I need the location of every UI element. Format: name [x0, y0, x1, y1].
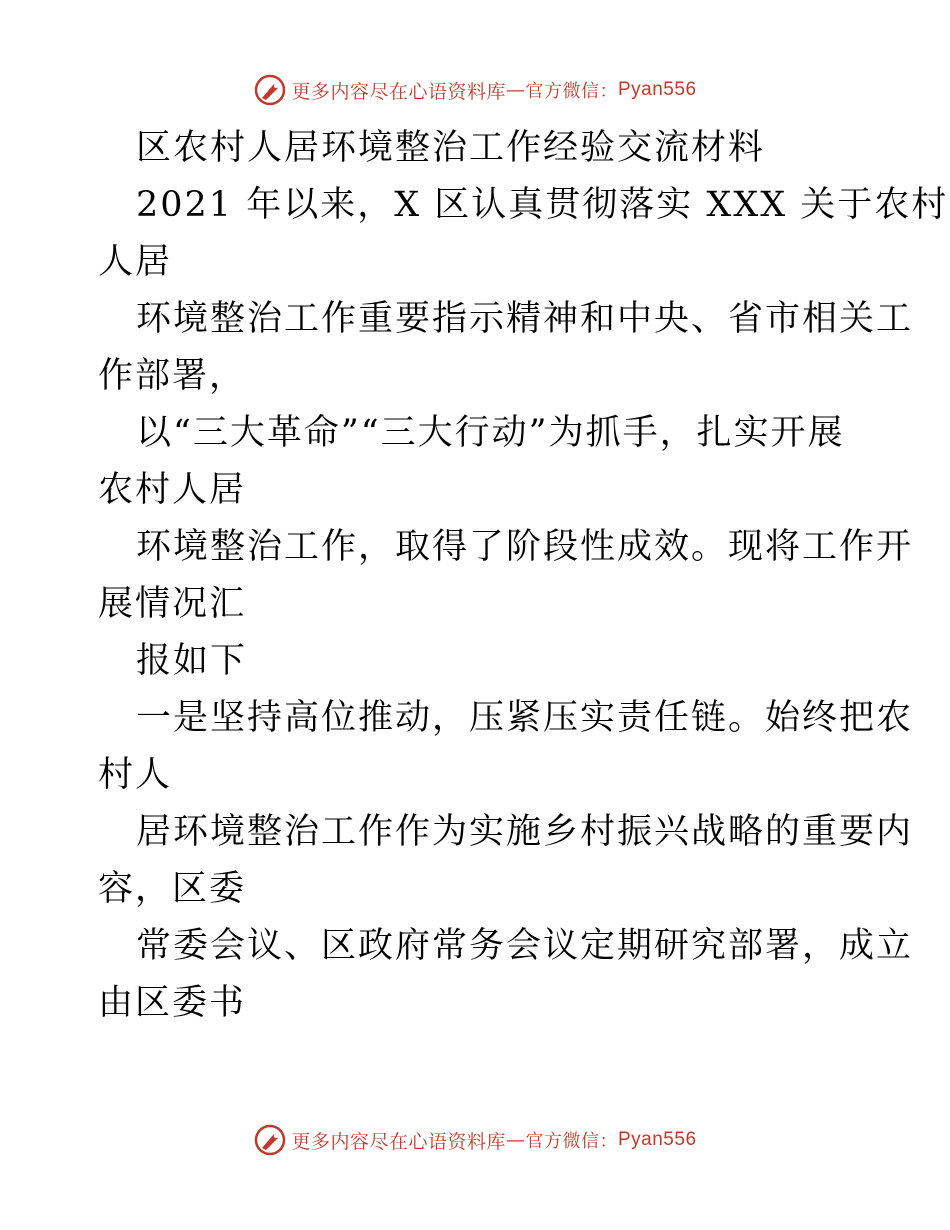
banner-wechat-label: 官方微信： — [525, 1131, 618, 1152]
text-line: 环境整治工作重要指示精神和中央、省市相关工 — [136, 299, 914, 339]
text-line: 居环境整治工作作为实施乡村振兴战略的重要内 — [136, 812, 914, 852]
text-line: 以“三大革命”“三大行动”为抓手，扎实开展 — [136, 413, 845, 453]
banner-brand-text: 更多内容尽在心语资料库 — [291, 1130, 506, 1153]
text-line: 环境整治工作，取得了阶段性成效。现将工作开 — [136, 527, 914, 567]
text-line: 报如下 — [136, 641, 248, 681]
text-line: 常委会议、区政府常务会议定期研究部署，成立 — [136, 926, 914, 966]
text-line: 容，区委 — [98, 869, 247, 909]
text-line: 村人 — [98, 755, 173, 795]
document-title: 区农村人居环境整治工作经验交流材料 — [136, 128, 766, 168]
banner-wechat-id: Pyan556 — [618, 1129, 697, 1150]
banner-wechat-label: 官方微信： — [525, 81, 618, 102]
banner-wechat-id: Pyan556 — [618, 79, 697, 100]
text-line: 展情况汇 — [98, 584, 247, 624]
footer-banner[interactable] — [0, 1120, 950, 1160]
text-line: 2021 年以来，X 区认真贯彻落实 XXX 关于农村 — [136, 185, 949, 225]
banner-brand-text: 更多内容尽在心语资料库 — [291, 80, 506, 103]
text-line: 人居 — [98, 242, 173, 282]
header-banner[interactable] — [0, 70, 950, 110]
text-line: 一是坚持高位推动，压紧压实责任链。始终把农 — [136, 698, 914, 738]
pen-nib-logo-icon — [253, 1123, 287, 1157]
banner-separator: — — [506, 79, 526, 101]
document-body — [98, 120, 949, 1032]
text-line: 由区委书 — [98, 983, 247, 1023]
text-line: 农村人居 — [98, 470, 247, 510]
banner-separator: — — [506, 1129, 526, 1151]
pen-nib-logo-icon — [253, 73, 287, 107]
text-line: 作部署， — [98, 356, 247, 396]
